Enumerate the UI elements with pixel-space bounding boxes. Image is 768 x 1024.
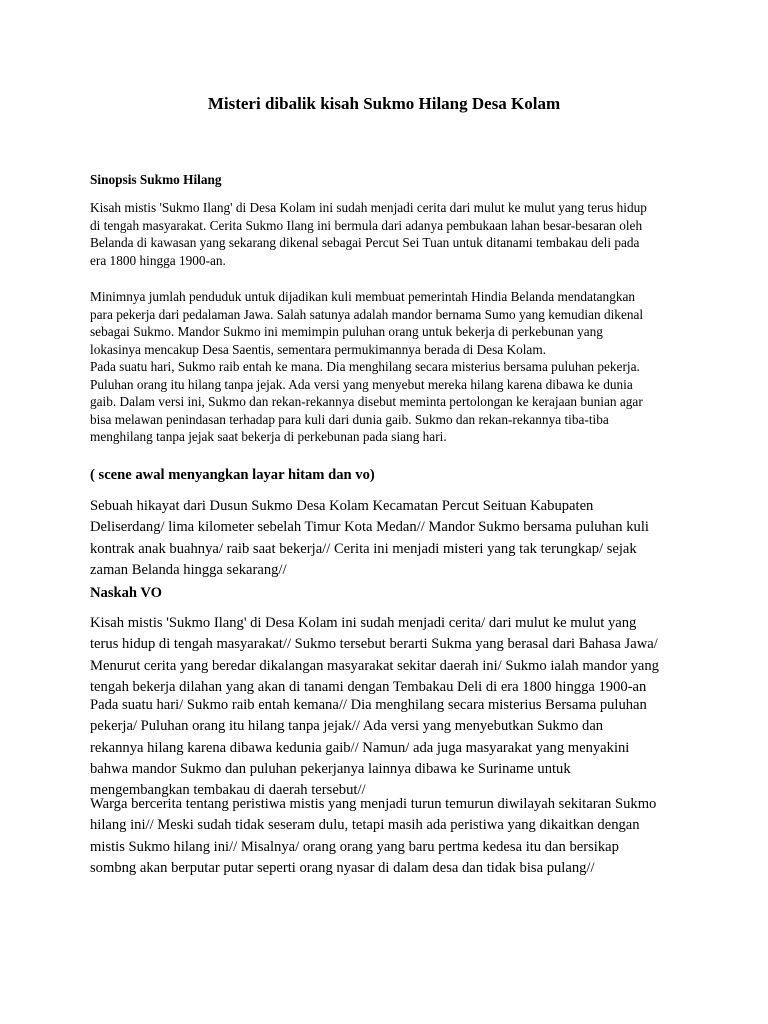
text-line: hilang ini// Meski sudah tidak seseram dulu, tetapi masih ada peristiwa yang dikaitkan dengan: [90, 817, 640, 834]
scene-heading: ( scene awal menyangkan layar hitam dan vo): [90, 467, 375, 483]
vo-paragraph-2: [90, 695, 690, 801]
text-line: Sebuah hikayat dari Dusun Sukmo Desa Kolam Kecamatan Percut Seituan Kabupaten: [90, 498, 594, 514]
text-line: Pada suatu hari, Sukmo raib entah ke mana. Dia menghilang secara misterius bersama puluhan pekerja.: [90, 359, 640, 374]
text-line: mengembangkan tembakau di daerah tersebut//: [90, 782, 366, 799]
text-line: pekerja/ Puluhan orang itu hilang tanpa jejak// Ada versi yang menyebutkan Sukmo dan: [90, 718, 604, 735]
text-line: menghilang tanpa jejak saat bekerja di perkebunan pada siang hari.: [90, 429, 447, 444]
text-line: rekannya hilang karena dibawa kedunia gaib// Namun/ ada juga masyarakat yang menyakini: [90, 739, 630, 756]
text-line: era 1800 hingga 1900-an.: [90, 252, 226, 268]
vo-paragraph-1: [90, 613, 690, 698]
document-title: Misteri dibalik kisah Sukmo Hilang Desa Kolam: [207, 94, 561, 113]
text-line: tengah bekerja dilahan yang akan di tanami dengan Tembakau Deli di era 1800 hingga 1900-an: [90, 678, 647, 695]
sinopsis-paragraph-1: [90, 199, 690, 269]
vo-paragraph-3: [90, 794, 690, 879]
text-line: Menurut cerita yang beredar dikalangan masyarakat sekitar daerah ini/ Sukmo ialah mandor yang: [90, 657, 659, 674]
text-line: di tengah masyarakat. Cerita Sukmo Ilang ini bermula dari adanya pembukaan lahan besar-besaran oleh: [90, 217, 643, 233]
text-line: Minimnya jumlah penduduk untuk dijadikan kuli membuat pemerintah Hindia Belanda mendatangkan: [90, 289, 636, 304]
text-line: Pada suatu hari/ Sukmo raib entah kemana// Dia menghilang secara misterius Bersama puluhan: [90, 697, 647, 713]
sinopsis-paragraph-2: [90, 288, 690, 446]
text-line: Puluhan orang itu hilang tanpa jejak. Ada versi yang menyebut mereka hilang karena dibawa ke dunia: [90, 376, 633, 392]
text-line: Kisah mistis 'Sukmo Ilang' di Desa Kolam ini sudah menjadi cerita/ dari mulut ke mulut yang: [90, 615, 637, 631]
text-line: terus hidup di tengah masyarakat// Sukmo tersebut berarti Sukma yang berasal dari Bahasa Jawa/: [90, 636, 658, 653]
text-line: lokasinya mencakup Desa Saentis, sementara permukimannya berada di Desa Kolam.: [90, 341, 547, 357]
text-line: zaman Belanda hingga sekarang//: [90, 561, 287, 578]
text-line: bahwa mandor Sukmo dan puluhan pekerjanya lainnya dibawa ke Suriname untuk: [90, 760, 571, 777]
text-line: Kisah mistis 'Sukmo Ilang' di Desa Kolam ini sudah menjadi cerita dari mulut ke mulut yang terus hidup: [90, 200, 647, 215]
vo-heading: Naskah VO: [90, 585, 163, 601]
text-line: gaib. Dalam versi ini, Sukmo dan rekan-rekannya disebut meminta pertolongan ke kerajaan bunian agar: [90, 394, 643, 409]
text-line: para pekerja dari pedalaman Jawa. Salah satunya adalah mandor bernama Sumo yang kemudian dikenal: [90, 306, 644, 322]
text-line: bisa melawan penindasan terhadap para kuli dari dunia gaib. Sukmo dan rekan-rekannya tiba-tiba: [90, 411, 609, 427]
text-line: Deliserdang/ lima kilometer sebelah Timur Kota Medan// Mandor Sukmo bersama puluhan kuli: [90, 519, 649, 536]
text-line: kontrak anak buahnya/ raib saat bekerja// Cerita ini menjadi misteri yang tak terungkap/ sejak: [90, 540, 637, 557]
sinopsis-heading: Sinopsis Sukmo Hilang: [90, 172, 222, 187]
scene-paragraph: [90, 496, 690, 581]
text-line: Belanda di kawasan yang sekarang dikenal sebagai Percut Sei Tuan untuk ditanami tembakau deli pada: [90, 235, 640, 250]
text-line: mistis Sukmo hilang ini// Misalnya/ orang orang yang baru pertma kedesa itu dan bersikap: [90, 838, 619, 855]
text-line: sombng akan berputar putar seperti orang nyasar di dalam desa dan tidak bisa pulang//: [90, 859, 595, 876]
text-line: sebagai Sukmo. Mandor Sukmo ini memimpin puluhan orang untuk bekerja di perkebunan yang: [90, 324, 603, 339]
text-line: Warga bercerita tentang peristiwa mistis yang menjadi turun temurun diwilayah sekitaran Sukmo: [90, 796, 657, 812]
